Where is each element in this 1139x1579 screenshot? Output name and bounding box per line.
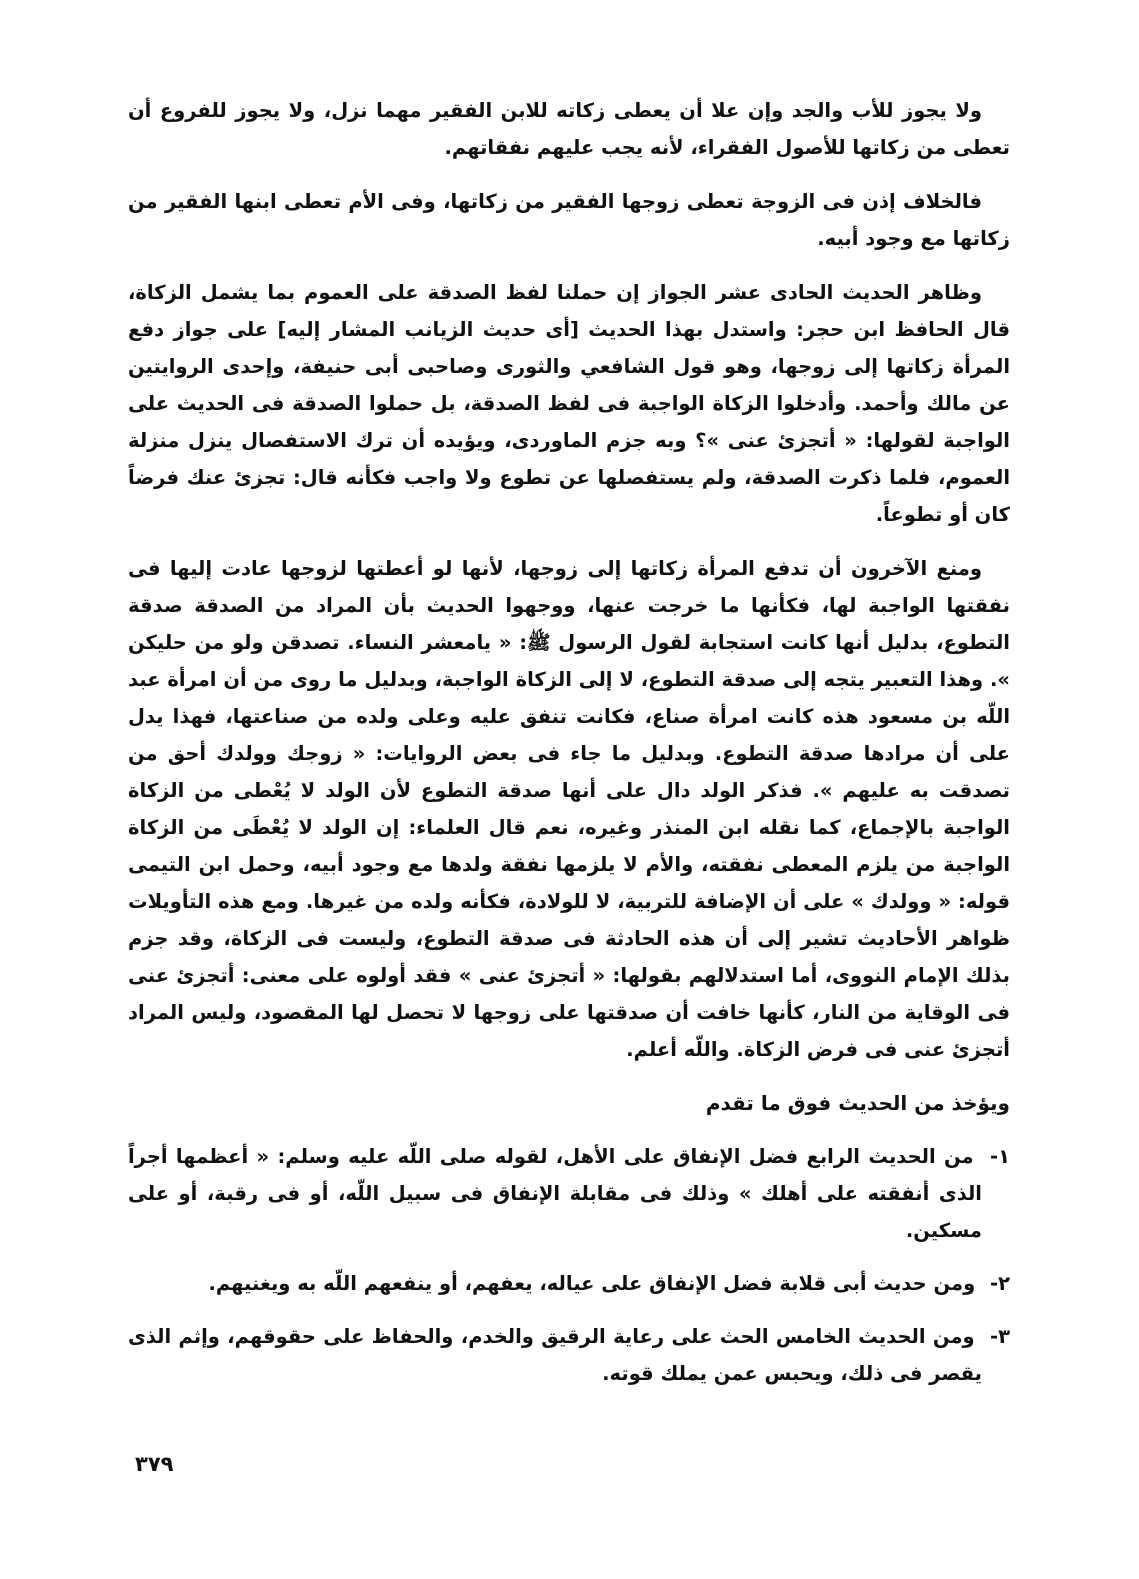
list-item-number: ٢- — [990, 1272, 1010, 1295]
list-item-text: ومن الحديث الخامس الحث على رعاية الرقيق والخدم، والحفاظ على حقوقهم، وإثم الذى يقصر فى ذلك، ويحبس عمن يملك قوته. — [128, 1325, 982, 1385]
paragraph-4: ومنع الآخرون أن تدفع المرأة زكاتها إلى زوجها، لأنها لو أعطتها لزوجها عادت إليها فى نفقتها الواجبة لها، فكأنها ما خرجت عنها، ووجهوا الحديث بأن المراد من الصدقة صدقة التطوع، بدليل أنها كانت استجابة لقول الرسول ﷺ: « يامعشر النساء. تصدقن ولو من حليكن ». وهذا التعبير يتجه إلى صدقة التطوع، لا إلى الزكاة الواجبة، وبدليل ما روى من أن امرأة عبد اللّه بن مسعود هذه كانت امرأة صناع، فكانت تنفق عليه وعلى ولده من صناعتها، فهذا يدل على أن مرادها صدقة التطوع. وبدليل ما جاء فى بعض الروايات: « زوجك وولدك أحق من تصدقت به عليهم ». فذكر الولد دال على أنها صدقة التطوع لأن الولد لا يُعْطى من الزكاة الواجبة بالإجماع، كما نقله ابن المنذر وغيره، نعم قال العلماء: إن الولد لا يُعْطَى من الزكاة الواجبة من يلزم المعطى نفقته، والأم لا يلزمها نفقة ولدها مع وجود أبيه، وحمل ابن التيمى قوله: « وولدك » على أن الإضافة للتربية، لا للولادة، فكأنه ولده من غيرها. ومع هذه التأويلات ظواهر الأحاديث تشير إلى أن هذه الحادثة فى صدقة التطوع، وليست فى الزكاة، وقد جزم بذلك الإمام النووى، أما استدلالهم بقولها: « أتجزئ عنى » فقد أولوه على معنى: أتجزئ عنى فى الوقاية من النار، كأنها خافت أن صدقتها على زوجها لا تحصل لها المقصود، وليس المراد أتجزئ عنى فى فرض الزكاة. واللّه أعلم. — [128, 557, 1010, 1061]
list-item — [128, 1318, 1010, 1392]
section-heading: ويؤخذ من الحديث فوق ما تقدم — [705, 1091, 1010, 1115]
list-item-number: ٣- — [990, 1325, 1010, 1348]
paragraph-2: فالخلاف إذن فى الزوجة تعطى زوجها الفقير من زكاتها، وفى الأم تعطى ابنها الفقير من زكاتها مع وجود أبيه. — [128, 190, 1010, 250]
document-page — [128, 92, 1010, 1408]
page-number: ٣٧٩ — [135, 1452, 174, 1476]
list-item-text: من الحديث الرابع فضل الإنفاق على الأهل، لقوله صلى اللّه عليه وسلم: « أعظمها أجراً الذى أنفقته على أهلك » وذلك فى مقابلة الإنفاق فى سبيل اللّه، أو فى رقبة، أو على مسكين. — [128, 1145, 982, 1242]
list-item — [128, 1138, 1010, 1249]
list-item — [128, 1265, 1010, 1302]
paragraph-3: وظاهر الحديث الحادى عشر الجواز إن حملنا لفظ الصدقة على العموم بما يشمل الزكاة، قال الحافظ ابن حجر: واستدل بهذا الحديث [أى حديث الزيانب المشار إليه] على جواز دفع المرأة زكاتها إلى زوجها، وهو قول الشافعي والثورى وصاحبى أبى حنيفة، وإحدى الروايتين عن مالك وأحمد. وأدخلوا الزكاة الواجبة فى لفظ الصدقة، بل حملوا الصدقة فى الحديث على الواجبة لقولها: « أتجزئ عنى »؟ وبه جزم الماوردى، ويؤيده أن ترك الاستفصال ينزل منزلة العموم، فلما ذكرت الصدقة، ولم يستفصلها عن تطوع ولا واجب فكأنه قال: تجزئ عنك فرضاً كان أو تطوعاً. — [128, 281, 1010, 526]
list-item-number: ١- — [990, 1145, 1010, 1168]
list-item-text: ومن حديث أبى قلابة فضل الإنفاق على عياله، يعفهم، أو ينفعهم اللّه به ويغنيهم. — [208, 1272, 976, 1295]
paragraph-1: ولا يجوز للأب والجد وإن علا أن يعطى زكاته للابن الفقير مهما نزل، ولا يجوز للفروع أن تعطى من زكاتها للأصول الفقراء، لأنه يجب عليهم نفقاتهم. — [128, 99, 1010, 159]
